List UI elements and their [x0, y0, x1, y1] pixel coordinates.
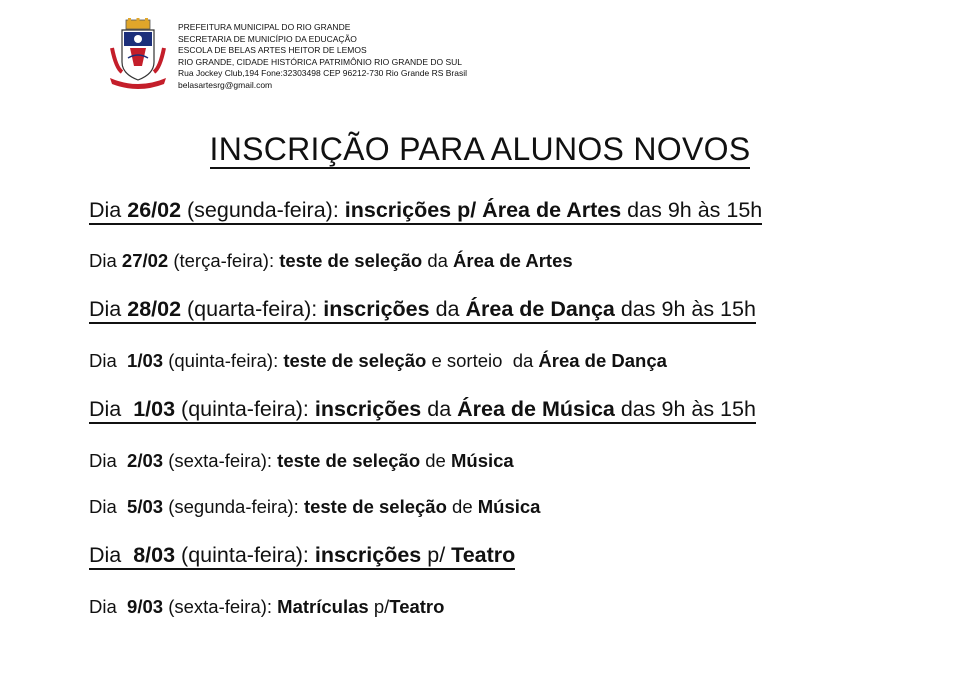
schedule-line: Dia 28/02 (quarta-feira): inscrições da Área de Dança das 9h às 15h: [89, 297, 756, 322]
letterhead-header: [108, 18, 528, 100]
letterhead-line: SECRETARIA DE MUNICÍPIO DA EDUCAÇÃO: [178, 33, 357, 44]
letterhead-line: RIO GRANDE, CIDADE HISTÓRICA PATRIMÔNIO RIO GRANDE DO SUL: [178, 56, 462, 67]
letterhead-line: Rua Jockey Club,194 Fone:32303498 CEP 96212-730 Rio Grande RS Brasil: [178, 68, 468, 79]
page-title: INSCRIÇÃO PARA ALUNOS NOVOS: [209, 131, 751, 167]
schedule-line: Dia 1/03 (quinta-feira): teste de seleção e sorteio da Área de Dança: [89, 350, 667, 371]
schedule-line: Dia 26/02 (segunda-feira): inscrições p/ Área de Artes das 9h às 15h: [89, 198, 762, 223]
schedule-line: Dia 9/03 (sexta-feira): Matrículas p/Teatro: [89, 596, 445, 617]
schedule-line: Dia 1/03 (quinta-feira): inscrições da Área de Música das 9h às 15h: [89, 397, 756, 422]
schedule-line: Dia 2/03 (sexta-feira): teste de seleção de Música: [89, 450, 514, 471]
letterhead-email: belasartesrg@gmail.com: [178, 79, 273, 90]
letterhead-line: ESCOLA DE BELAS ARTES HEITOR DE LEMOS: [178, 45, 367, 56]
schedule-line: Dia 5/03 (segunda-feira): teste de seleção de Música: [89, 496, 541, 517]
schedule-line: Dia 8/03 (quinta-feira): inscrições p/ Teatro: [89, 543, 515, 568]
coat-of-arms-icon: [108, 18, 168, 90]
letterhead-text: [178, 22, 467, 92]
schedule-line: Dia 27/02 (terça-feira): teste de seleção da Área de Artes: [89, 250, 573, 271]
letterhead-line: PREFEITURA MUNICIPAL DO RIO GRANDE: [178, 22, 351, 32]
